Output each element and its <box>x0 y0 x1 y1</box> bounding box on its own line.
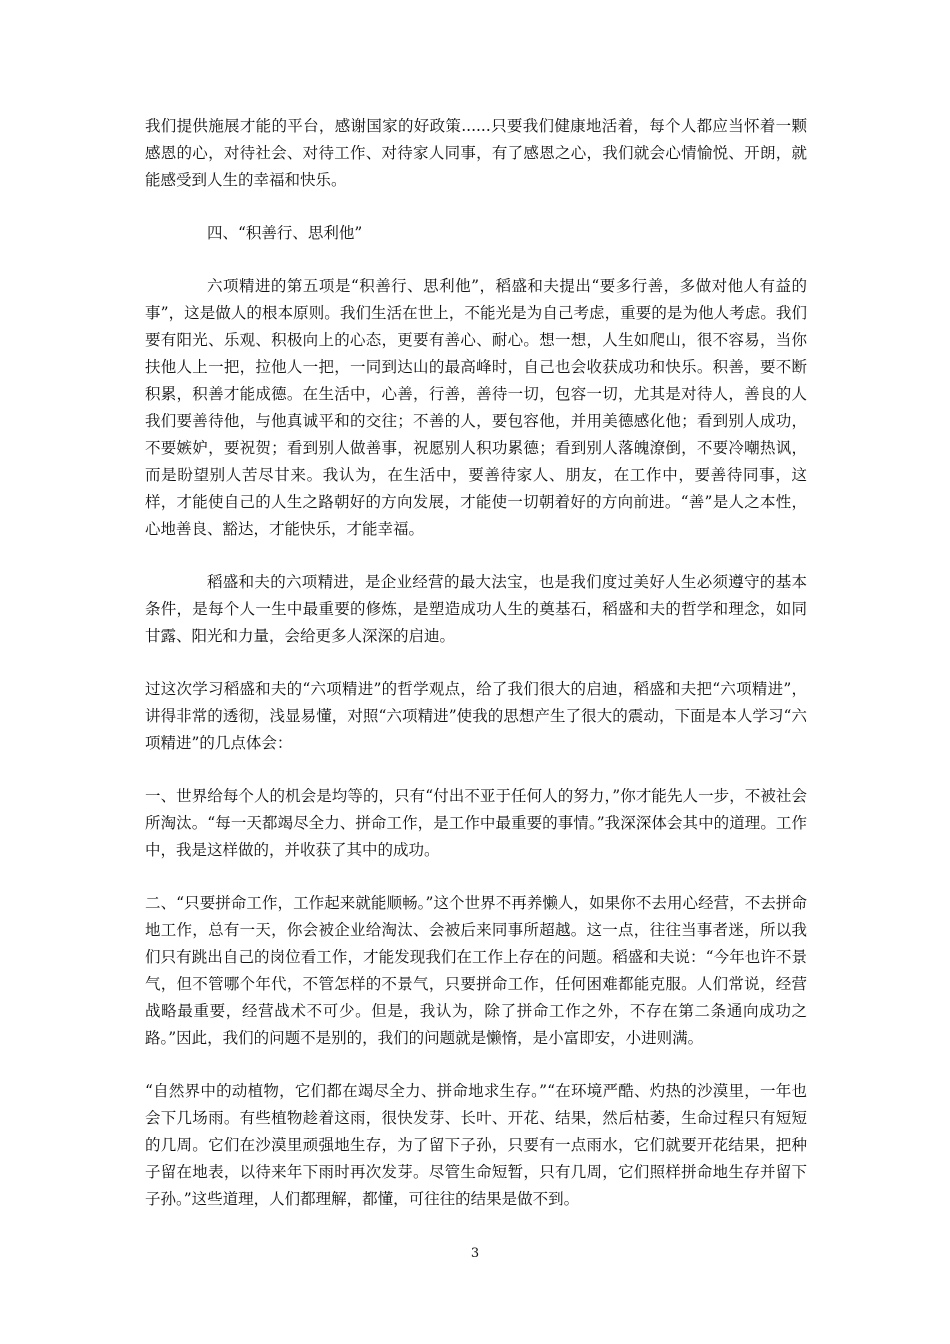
paragraph-six-diligences-summary: 稻盛和夫的六项精进，是企业经营的最大法宝，也是我们度过美好人生必须遵守的基本条件，是每个人一生中最重要的修炼，是塑造成功人生的奠基石，稻盛和夫的哲学和理念，如同甘露、阳光和力量，会给更多人深深的启迪。 <box>145 573 807 645</box>
paragraph-accumulate-good-deeds: 六项精进的第五项是“积善行、思利他”，稻盛和夫提出“要多行善，多做对他人有益的事”，这是做人的根本原则。我们生活在世上，不能光是为自己考虑，重要的是为他人考虑。我们要有阳光、乐观、积极向上的心态，更要有善心、耐心。想一想，人生如爬山，很不容易，当你扶他人上一把，拉他人一把，一同到达山的最高峰时，自己也会收获成功和快乐。积善，要不断积累，积善才能成德。在生活中，心善，行善，善待一切，包容一切，尤其是对待人，善良的人我们要善待他，与他真诚平和的交往；不善的人，要包容他，并用美德感化他；看到别人成功，不要嫉妒，要祝贺；看到别人做善事，祝愿别人积功累德；看到别人落魄潦倒，不要冷嘲热讽，而是盼望别人苦尽甘来。我认为，在生活中，要善待家人、朋友，在工作中，要善待同事，这样，才能使自己的人生之路朝好的方向发展，才能使一切朝着好的方向前进。“善”是人之本性，心地善良、豁达，才能快乐，才能幸福。 <box>145 277 807 538</box>
paragraph-point-two: 二、“只要拼命工作，工作起来就能顺畅。”这个世界不再养懒人，如果你不去用心经营，不去拼命地工作，总有一天，你会被企业给淘汰、会被后来同事所超越。这一点，往往当事者迷，所以我们只有跳出自己的岗位看工作，才能发现我们在工作上存在的问题。稻盛和夫说：“今年也许不景气，但不管哪个年代，不管怎样的不景气，只要拼命工作，任何困难都能克服。人们常说，经营战略最重要，经营战术不可少。但是，我认为，除了拼命工作之外，不存在第二条通向成功之路。”因此，我们的问题不是别的，我们的问题就是懒惰，是小富即安，小进则满。 <box>145 894 807 1047</box>
paragraph-nature-example: “自然界中的动植物，它们都在竭尽全力、拼命地求生存。”“在环境严酷、灼热的沙漠里，一年也会下几场雨。有些植物趁着这雨，很快发芽、长叶、开花、结果，然后枯萎，生命过程只有短短的几周。它们在沙漠里顽强地生存，为了留下子孙，只要有一点雨水，它们就要开花结果，把种子留在地表，以待来年下雨时再次发芽。尽管生命短暂，只有几周，它们照样拼命地生存并留下子孙。”这些道理，人们都理解，都懂，可往往的结果是做不到。 <box>145 1082 807 1208</box>
document-body <box>145 113 807 1239</box>
paragraph-point-one: 一、世界给每个人的机会是均等的，只有“付出不亚于任何人的努力，”你才能先人一步，不被社会所淘汰。“每一天都竭尽全力、拼命工作，是工作中最重要的事情。”我深深体会其中的道理。工作中，我是这样做的，并收获了其中的成功。 <box>145 787 807 859</box>
paragraph-gratitude-conclusion: 我们提供施展才能的平台，感谢国家的好政策......只要我们健康地活着，每个人都应当怀着一颗感恩的心，对待社会、对待工作、对待家人同事，有了感恩之心，我们就会心情愉悦、开朗，就能感受到人生的幸福和快乐。 <box>145 117 807 189</box>
paragraph-study-intro: 过这次学习稻盛和夫的“六项精进”的哲学观点，给了我们很大的启迪，稻盛和夫把“六项精进”，讲得非常的透彻，浅显易懂，对照“六项精进”使我的思想产生了很大的震动，下面是本人学习“六项精进”的几点体会： <box>145 680 807 752</box>
page-number: 3 <box>470 1246 480 1261</box>
section-heading-four: 四、“积善行、思利他” <box>207 224 363 242</box>
